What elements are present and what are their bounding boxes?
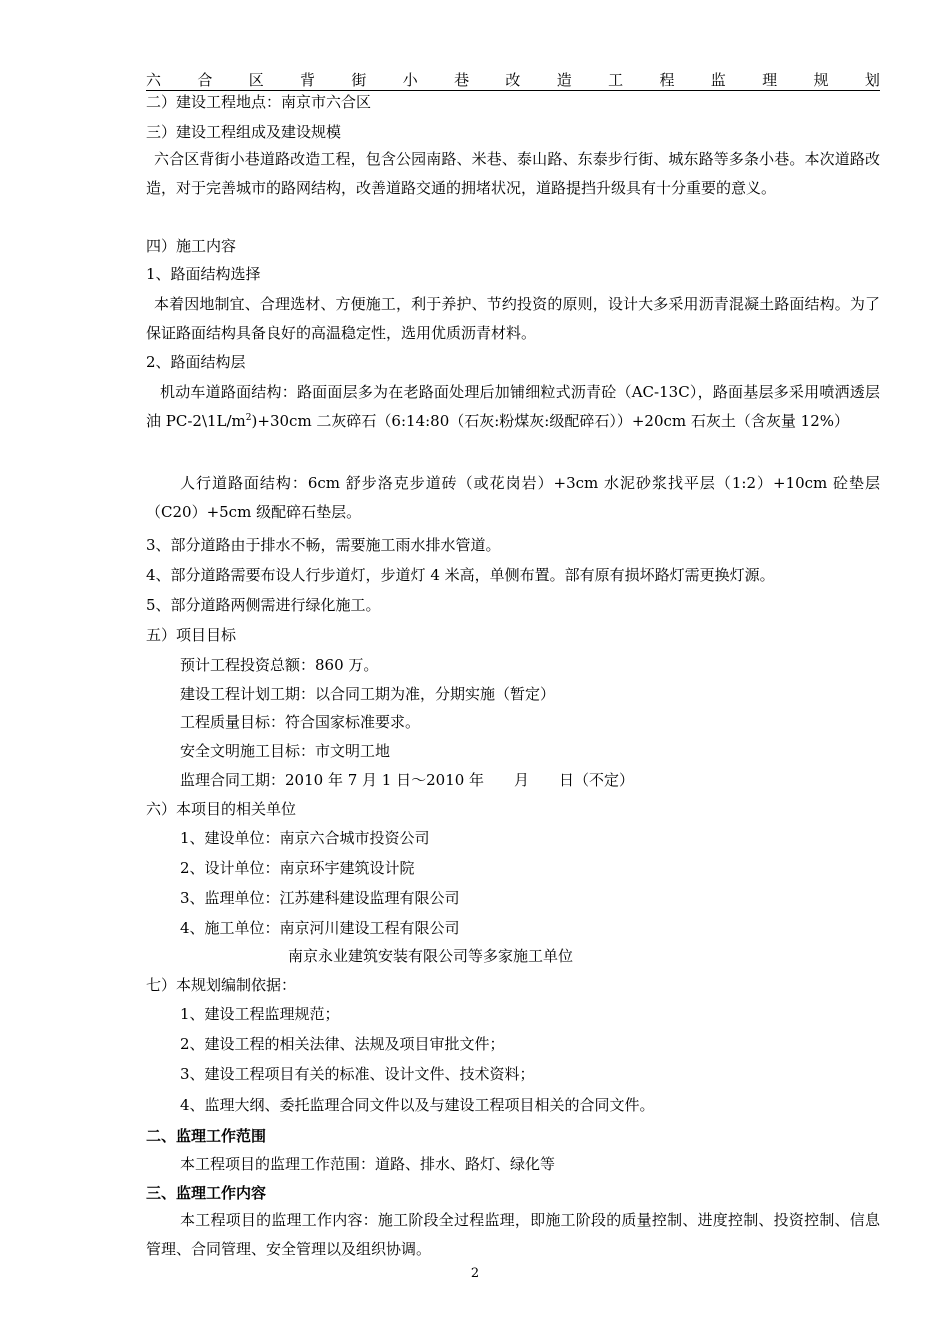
header-char: 改: [505, 71, 521, 89]
unit-supervisor: 3、监理单位：江苏建科建设监理有限公司: [180, 889, 460, 907]
vehicle-lane-text-cont: )+30cm 二灰碎石（6:14:80（石灰:粉煤灰:级配碎石））+20cm 石灰土（含灰量 12%）: [251, 412, 850, 430]
header-char: 造: [556, 71, 572, 89]
goal-contract-period: 监理合同工期：2010 年 7 月 1 日～2010 年 月 日（不定）: [180, 771, 635, 789]
basis-item-3: 3、建设工程项目有关的标准、设计文件、技术资料；: [180, 1065, 535, 1083]
header-char: 六: [146, 71, 162, 89]
section-location: 二）建设工程地点：南京市六合区: [146, 93, 372, 111]
header-char: 理: [762, 71, 778, 89]
page-number: 2: [470, 1266, 480, 1281]
item-pavement-choice-body: 本着因地制宜、合理选材、方便施工，利于养护、节约投资的原则，设计大多采用沥青混凝土路面结构。为了保证路面结构具备良好的高温稳定性，选用优质沥青材料。: [146, 295, 880, 342]
goal-investment: 预计工程投资总额：860 万。: [180, 656, 379, 674]
section-basis-heading: 七）本规划编制依据：: [146, 976, 297, 994]
section-construction-heading: 四）施工内容: [146, 237, 237, 255]
scale-paragraph: 六合区背街小巷道路改造工程，包含公园南路、米巷、泰山路、东泰步行街、城东路等多条小巷。本次道路改造，对于完善城市的路网结构，改善道路交通的拥堵状况，道路提挡升级具有十分重要的意义。: [146, 150, 880, 197]
basis-item-1: 1、建设工程监理规范；: [180, 1005, 340, 1023]
unit-designer: 2、设计单位：南京环宇建筑设计院: [180, 859, 415, 877]
basis-item-4: 4、监理大纲、委托监理合同文件以及与建设工程项目相关的合同文件。: [180, 1096, 655, 1114]
content-body: 本工程项目的监理工作内容：施工阶段全过程监理，即施工阶段的质量控制、进度控制、投资控制、信息管理、合同管理、安全管理以及组织协调。: [146, 1211, 880, 1258]
section-scale-heading: 三）建设工程组成及建设规模: [146, 123, 342, 141]
header-char: 街: [351, 71, 367, 89]
header-char: 区: [248, 71, 264, 89]
item-pavement-choice-title: 1、路面结构选择: [146, 265, 261, 283]
header-char: 工: [608, 71, 624, 89]
header-char: 划: [864, 71, 880, 89]
header-char: 监: [710, 71, 726, 89]
content-heading: 三、监理工作内容: [146, 1184, 267, 1202]
goal-schedule: 建设工程计划工期：以合同工期为准，分期实施（暂定）: [180, 685, 556, 703]
item-lighting: 4、部分道路需要布设人行步道灯，步道灯 4 米高，单侧布置。部有原有损坏路灯需更换灯源。: [146, 566, 775, 584]
unit-owner: 1、建设单位：南京六合城市投资公司: [180, 829, 430, 847]
vehicle-lane-text: 机动车道路面结构：路面面层多为在老路面处理后加铺细粒式沥青砼（AC-13C），路面基层多采用喷洒透层油 PC-2\1L/m: [146, 383, 880, 430]
unit-contractor-2: 南京永业建筑安装有限公司等多家施工单位: [288, 947, 574, 965]
header-char: 小: [402, 71, 418, 89]
header-char: 合: [197, 71, 213, 89]
section-goals-heading: 五）项目目标: [146, 626, 237, 644]
header-char: 背: [300, 71, 316, 89]
superscript: 2: [245, 413, 252, 423]
header-char: 巷: [454, 71, 470, 89]
header-char: 程: [659, 71, 675, 89]
header-char: 规: [813, 71, 829, 89]
item-greening: 5、部分道路两侧需进行绿化施工。: [146, 596, 381, 614]
running-header: [146, 72, 880, 91]
unit-contractor: 4、施工单位：南京河川建设工程有限公司: [180, 919, 460, 937]
sidewalk-structure: 人行道路面结构：6cm 舒步洛克步道砖（或花岗岩）+3cm 水泥砂浆找平层（1:2）+10cm 砼垫层（C20）+5cm 级配碎石垫层。: [146, 474, 880, 521]
vehicle-lane-structure: [146, 378, 880, 436]
item-pavement-layers-title: 2、路面结构层: [146, 353, 246, 371]
goal-safety: 安全文明施工目标：市文明工地: [180, 742, 391, 760]
scope-body: 本工程项目的监理工作范围：道路、排水、路灯、绿化等: [180, 1155, 556, 1173]
section-units-heading: 六）本项目的相关单位: [146, 800, 297, 818]
basis-item-2: 2、建设工程的相关法律、法规及项目审批文件；: [180, 1035, 505, 1053]
item-drainage: 3、部分道路由于排水不畅，需要施工雨水排水管道。: [146, 536, 501, 554]
goal-quality: 工程质量目标：符合国家标准要求。: [180, 713, 421, 731]
scope-heading: 二、监理工作范围: [146, 1127, 267, 1145]
